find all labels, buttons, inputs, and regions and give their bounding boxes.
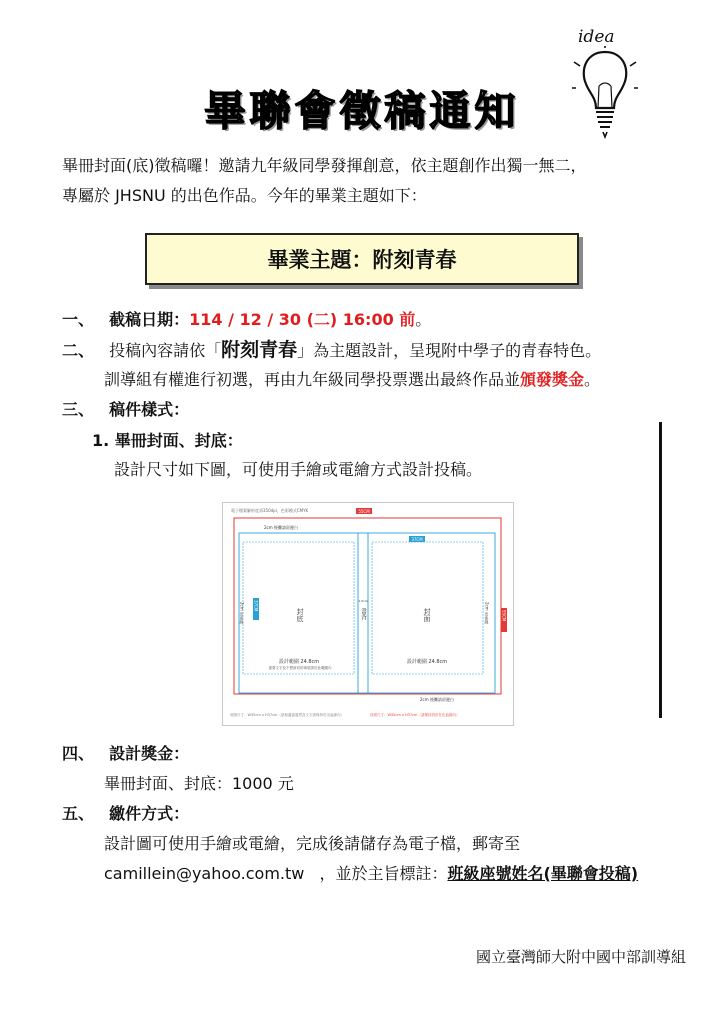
- idea-word: idea: [578, 27, 615, 47]
- diagram-design-range-right: 設計範圍 24.8cm: [406, 659, 448, 665]
- format-label: 稿件樣式：: [109, 400, 190, 419]
- page-title: 畢聯會徵稿通知: [204, 87, 520, 135]
- subject-instruction: 班級座號姓名(畢聯會投稿): [447, 864, 639, 883]
- section-number: 三、: [62, 400, 95, 419]
- section-number: 一、: [62, 310, 95, 329]
- prize-detail: 畢冊封面、封底：1000 元: [104, 774, 294, 793]
- diagram-design-range-left: 設計範圍 24.8cm: [278, 659, 320, 665]
- submission-label: 繳件方式：: [109, 804, 190, 823]
- theme-box: 畢業主題：附刻青春: [145, 233, 579, 285]
- deadline-end: 。: [415, 310, 432, 329]
- content-line-2-pre: 訓導組有權進行初選，再由九年級同學投票選出最終作品並: [104, 370, 521, 389]
- diagram-left-tag: 37CM: [253, 600, 259, 612]
- section-submission: [62, 803, 189, 825]
- section-number: 四、: [62, 744, 95, 763]
- prize-label: 設計獎金：: [109, 744, 190, 763]
- section-deadline: [62, 309, 431, 331]
- award-text: 頒發獎金: [520, 370, 585, 389]
- size-diagram: [222, 502, 514, 726]
- diagram-margin-bottom: 2cm 後攤請留邊白: [420, 697, 454, 702]
- submission-line-2: [104, 863, 638, 885]
- deadline-label: 截稿日期：: [109, 310, 190, 329]
- section-prize: [62, 743, 189, 765]
- diagram-side-right: 2cm 出血線: [484, 602, 490, 624]
- content-post: 」為主題設計，呈現附中學子的青春特色。: [297, 341, 602, 360]
- content-pre: 投稿內容請依「: [109, 341, 222, 360]
- email-link[interactable]: camillein@yahoo.com.tw: [104, 864, 305, 883]
- diagram-footer-left: 底版尺寸：W55cm x H37cm（請留適當邊界及文字請保持於出血線內）: [230, 713, 344, 717]
- deadline-value: 114 / 12 / 30 (二) 16:00 前: [189, 310, 416, 329]
- diagram-top-tag: 55CM: [358, 509, 370, 514]
- submission-line-1: 設計圖可使用手繪或電繪，完成後請儲存為電子檔，郵寄至: [104, 834, 521, 853]
- diagram-spine-tag: 1.5cm: [358, 599, 368, 603]
- diagram-spine: 書背: [359, 608, 367, 620]
- section-content: [62, 339, 601, 362]
- diagram-header-note: 電子檔案解析度須350dpi，色彩模式CMYK: [231, 508, 309, 513]
- diagram-design-note: 重要文字及不想被切的事項請於此範圍內: [268, 666, 332, 670]
- organizer-footer: 國立臺灣師大附中國中部訓導組: [475, 948, 686, 966]
- intro-line-2: 專屬於 JHSNU 的出色作品。今年的畢業主題如下：: [62, 186, 427, 205]
- diagram-right-tag: 55CM: [501, 610, 507, 622]
- diagram-side-left: 2cm 出血線: [239, 602, 245, 624]
- section-content-line-2: [104, 369, 600, 391]
- format-sub-label: 1. 畢冊封面、封底：: [92, 431, 243, 450]
- section-format: [62, 399, 189, 421]
- vertical-rule: [659, 422, 662, 718]
- diagram-front-cover: 封面: [423, 608, 431, 622]
- theme-name: 附刻青春: [221, 339, 298, 361]
- lightbulb-icon: [572, 24, 638, 142]
- submission-mid: ，並於主旨標註：: [319, 864, 448, 883]
- section-number: 二、: [62, 341, 95, 360]
- content-line-2-end: 。: [584, 370, 601, 389]
- section-number: 五、: [62, 804, 95, 823]
- lightbulb-illustration: [572, 24, 638, 142]
- diagram-inner-tag: 37CM: [411, 537, 423, 542]
- diagram-back-cover: 封底: [296, 608, 304, 622]
- diagram-footer-right: 封面尺寸：W55cm x H37cm（請保持設計在出血線內）: [370, 713, 460, 717]
- format-sub-desc: 設計尺寸如下圖，可使用手繪或電繪方式設計投稿。: [114, 460, 483, 479]
- diagram-margin-top: 2cm 後攤請留邊白: [264, 525, 298, 530]
- intro-line-1: 畢冊封面(底)徵稿囉！邀請九年級同學發揮創意，依主題創作出獨一無二，: [62, 156, 587, 175]
